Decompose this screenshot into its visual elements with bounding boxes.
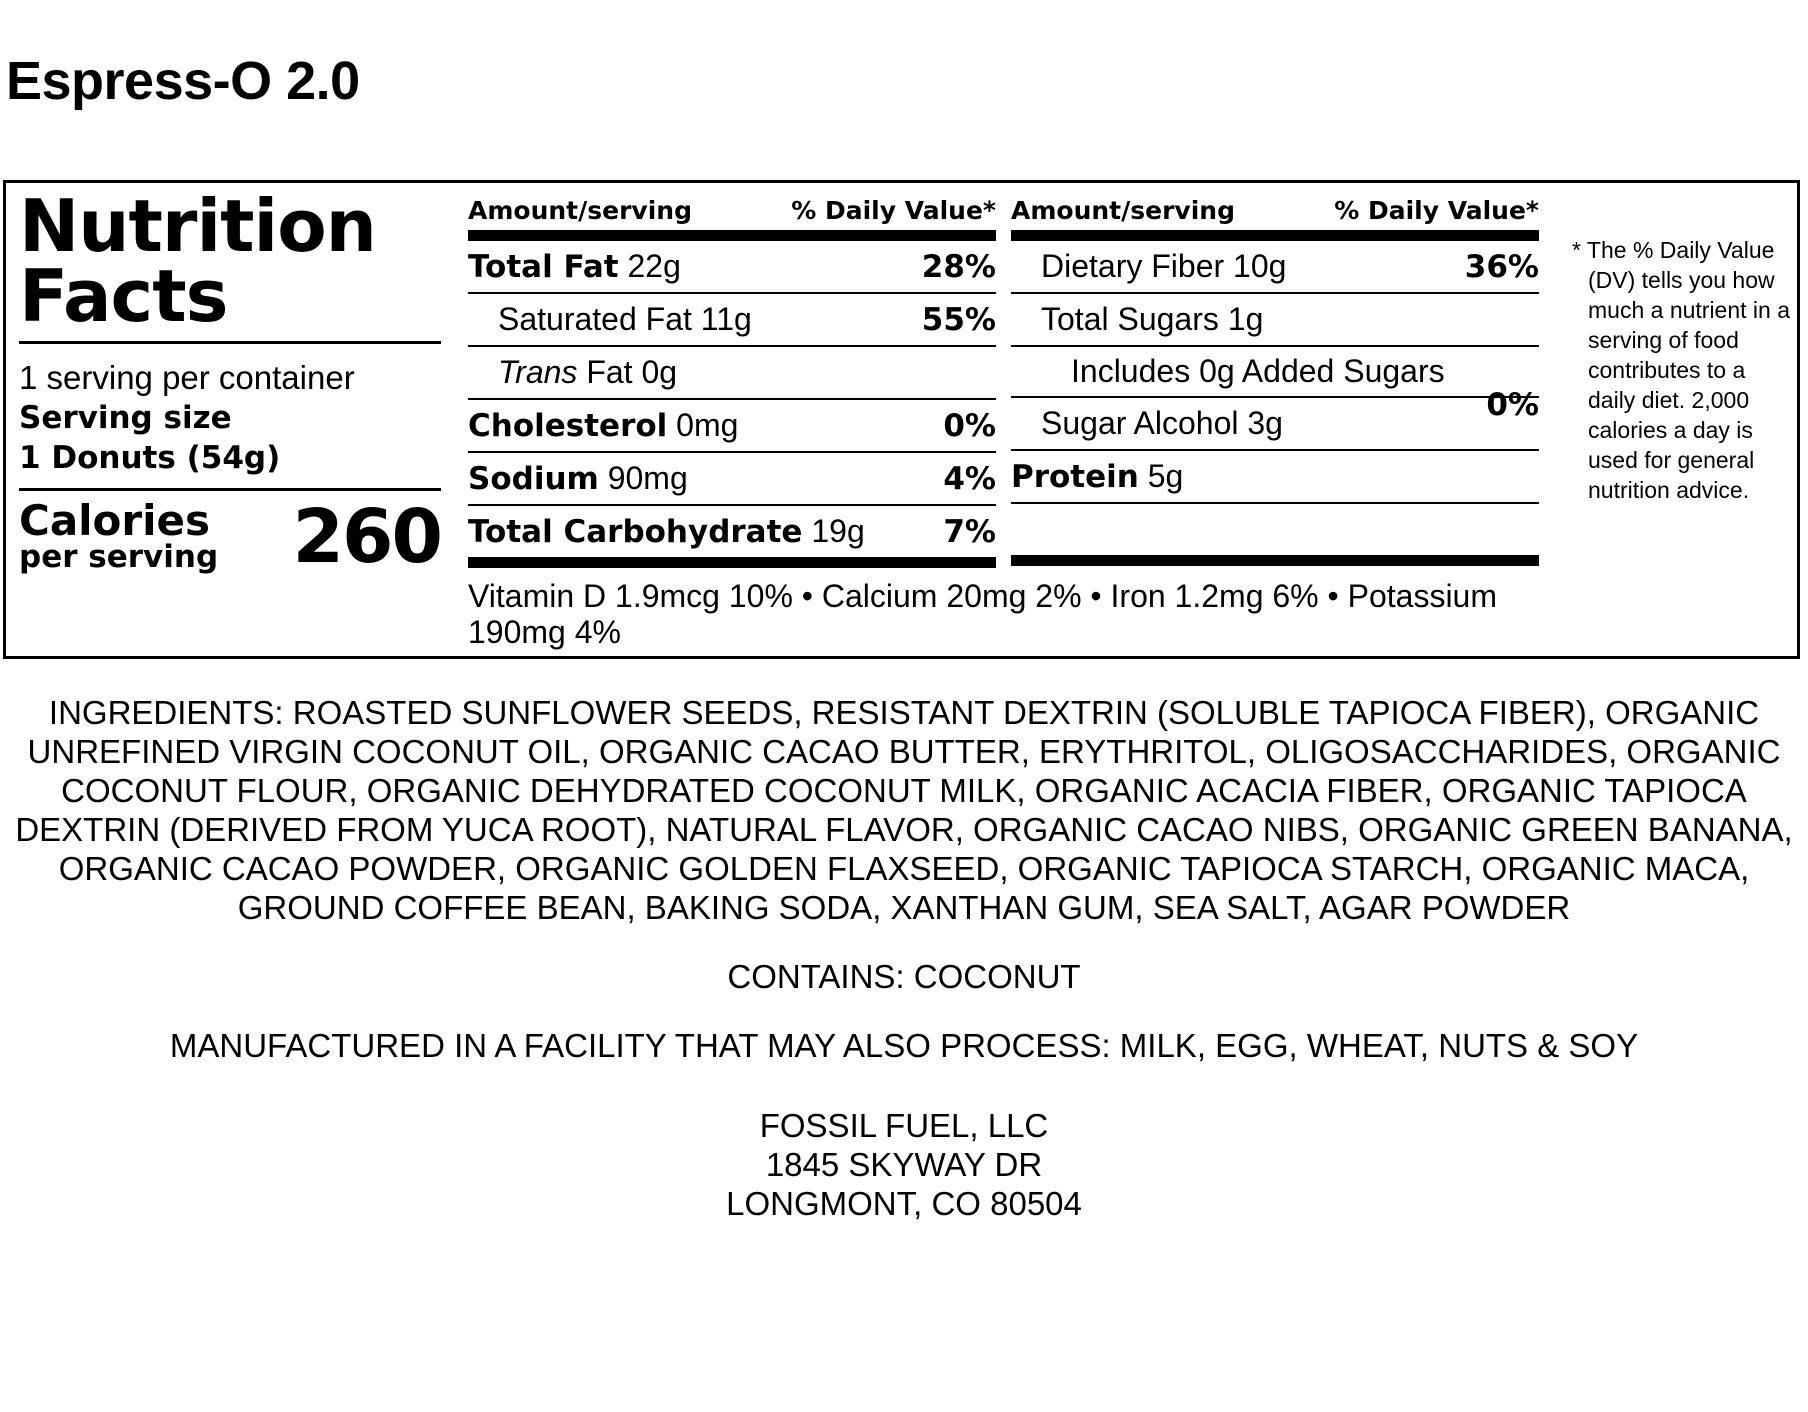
- nutrient-row-trans-fat: [468, 347, 996, 400]
- divider: [19, 341, 441, 344]
- nutrient-name: Includes 0g Added Sugars: [1071, 353, 1445, 389]
- nutrient-row-saturated-fat: [468, 294, 996, 347]
- column-header: [1011, 194, 1539, 241]
- divider: [1011, 555, 1539, 566]
- nutrient-dv: 4%: [943, 460, 996, 497]
- divider: [468, 557, 996, 568]
- daily-value-footnote: [1572, 235, 1794, 505]
- nutrient-amount: 3g: [1247, 405, 1283, 441]
- nutrition-facts-panel: [3, 180, 1800, 659]
- serving-size-label: Serving size: [19, 400, 232, 436]
- nutrient-row-dietary-fiber: [1011, 241, 1539, 294]
- nutrient-column-right: [1011, 194, 1539, 566]
- city-state-zip: LONGMONT, CO 80504: [726, 1185, 1082, 1222]
- nutrient-column-left: [468, 194, 996, 568]
- nutrient-name: Total Fat: [468, 249, 619, 285]
- nutrient-row-total-sugars: [1011, 294, 1539, 347]
- heading-line-2: Facts: [19, 254, 228, 338]
- nutrient-name: Total Carbohydrate: [468, 514, 803, 550]
- nutrient-dv: 36%: [1464, 248, 1539, 285]
- heading-line-1: Nutrition: [19, 184, 376, 268]
- nutrient-row-total-carbohydrate: [468, 506, 996, 557]
- nutrient-dv: 55%: [921, 301, 996, 338]
- nutrient-row-cholesterol: [468, 400, 996, 453]
- amount-header: Amount/serving: [1011, 196, 1235, 225]
- calories-value: 260: [292, 494, 441, 580]
- calories-label: Calories: [19, 496, 211, 545]
- nutrient-amount: 0mg: [676, 407, 739, 443]
- manufacturer-address: [0, 1106, 1808, 1223]
- nutrition-facts-heading: [19, 184, 441, 338]
- nutrient-amount: 10g: [1233, 248, 1287, 284]
- nutrient-name: Dietary Fiber: [1041, 248, 1225, 284]
- nutrient-row-total-fat: [468, 241, 996, 294]
- nutrient-name: Trans: [498, 354, 578, 390]
- vitamins-minerals: Vitamin D 1.9mcg 10% • Calcium 20mg 2% • Iron 1.2mg 6% • Potassium 190mg 4%: [468, 578, 1497, 650]
- street-address: 1845 SKYWAY DR: [765, 1146, 1043, 1183]
- nutrient-amount: 5g: [1147, 458, 1184, 494]
- nutrient-dv: 28%: [921, 248, 996, 285]
- nutrient-amount: 19g: [811, 513, 865, 549]
- column-header: [468, 194, 996, 241]
- nutrient-name: Cholesterol: [468, 408, 668, 444]
- nutrient-row-sugar-alcohol: [1011, 398, 1539, 451]
- nutrient-name: Sugar Alcohol: [1041, 405, 1239, 441]
- calories-row: [19, 495, 441, 581]
- nutrient-amount: 1g: [1227, 301, 1264, 337]
- nutrient-amount: 11g: [700, 301, 752, 337]
- company-name: FOSSIL FUEL, LLC: [759, 1107, 1049, 1144]
- nutrient-amount: Fat 0g: [586, 354, 678, 390]
- nutrient-dv: 0%: [1486, 387, 1539, 423]
- nutrient-name: Protein: [1011, 459, 1139, 495]
- nutrient-amount: 22g: [627, 248, 681, 284]
- nutrient-dv: 0%: [943, 407, 996, 444]
- nutrient-name: Saturated Fat: [498, 301, 692, 337]
- facility-statement: MANUFACTURED IN A FACILITY THAT MAY ALSO PROCESS: MILK, EGG, WHEAT, NUTS & SOY: [169, 1027, 1639, 1064]
- daily-value-header: % Daily Value*: [1334, 196, 1539, 225]
- divider: [19, 488, 441, 491]
- nutrient-name: Total Sugars: [1041, 301, 1219, 337]
- nutrition-summary: [19, 184, 441, 581]
- empty-row: [1011, 504, 1539, 555]
- daily-value-header: % Daily Value*: [791, 196, 996, 225]
- nutrient-dv: 7%: [943, 513, 996, 550]
- nutrient-row-sodium: [468, 453, 996, 506]
- amount-header: Amount/serving: [468, 196, 692, 225]
- footnote-text: * The % Daily Value (DV) tells you how much a nutrient in a serving of food contributes to a daily diet. 2,000 calories a day is used for general nutrition advice.: [1572, 237, 1791, 503]
- nutrient-row-protein: [1011, 451, 1539, 504]
- nutrient-name: Sodium: [468, 461, 599, 497]
- product-title: Espress-O 2.0: [6, 51, 360, 111]
- servings-per-container: 1 serving per container: [19, 359, 355, 396]
- ingredients-list: INGREDIENTS: ROASTED SUNFLOWER SEEDS, RESISTANT DEXTRIN (SOLUBLE TAPIOCA FIBER), ORGANIC UNREFINED VIRGIN COCONUT OIL, ORGANIC CACAO BUTTER, ERYTHRITOL, OLIGOSACCHARIDES, ORGANIC COCONUT FLOUR, ORGANIC DEHYDRATED COCONUT MILK, ORGANIC ACACIA FIBER, ORGANIC TAPIOCA DEXTRIN (DERIVED FROM YUCA ROOT), NATURAL FLAVOR, ORGANIC CACAO NIBS, ORGANIC GREEN BANANA, ORGANIC CACAO POWDER, ORGANIC GOLDEN FLAXSEED, ORGANIC TAPIOCA STARCH, ORGANIC MACA, GROUND COFFEE BEAN, BAKING SODA, XANTHAN GUM, SEA SALT, AGAR POWDER: [15, 694, 1793, 926]
- nutrient-amount: 90mg: [607, 460, 688, 496]
- allergen-statement: CONTAINS: COCONUT: [727, 958, 1081, 995]
- calories-sub-label: per serving: [19, 539, 219, 575]
- serving-size-value: 1 Donuts (54g): [19, 440, 281, 476]
